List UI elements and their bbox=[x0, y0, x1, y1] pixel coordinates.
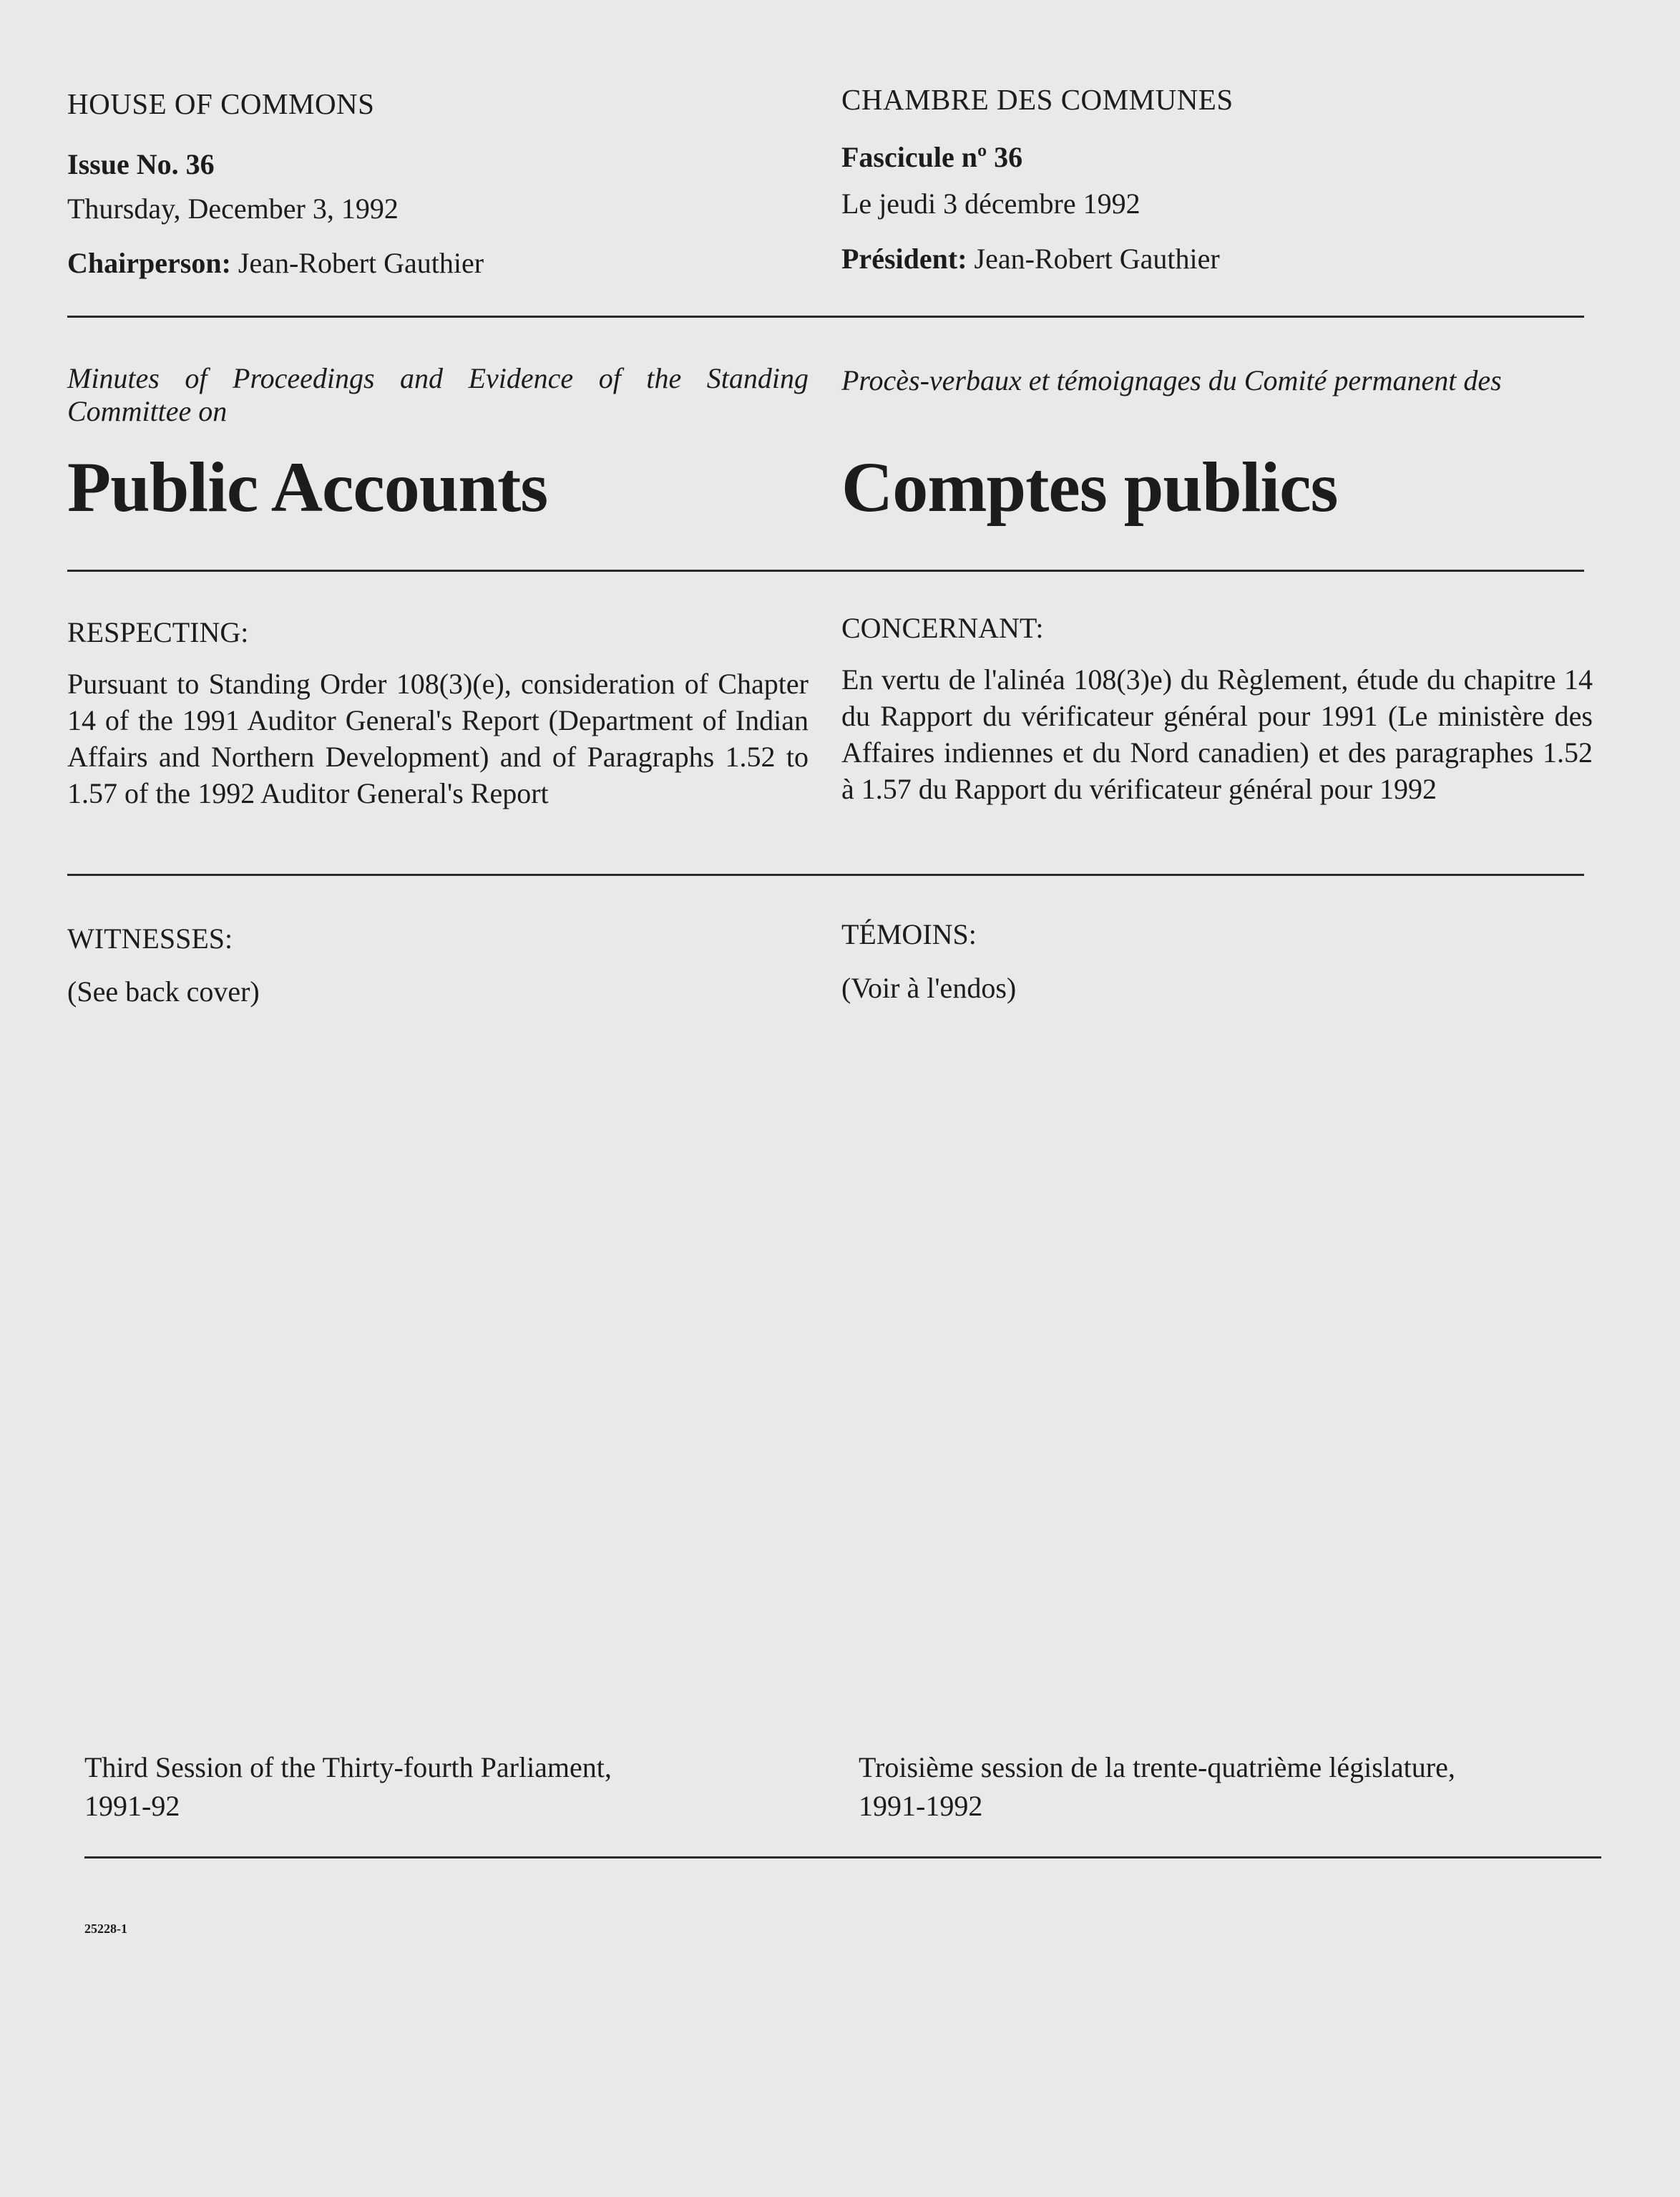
temoins-label: TÉMOINS: bbox=[841, 918, 977, 950]
concernant-text: En vertu de l'alinéa 108(3)e) du Règlement, étude du chapitre 14 du Rapport du vérificateur général pour 1991 (Le ministère des Affaires indiennes et du Nord canadien) et des paragraphes 1.52 à 1.57 du Rapport du vérificateur général pour 1992 bbox=[841, 663, 1593, 805]
chairperson bbox=[67, 245, 484, 281]
header-left: HOUSE OF COMMONS bbox=[67, 87, 375, 120]
committee-title-en: Public Accounts bbox=[67, 447, 548, 527]
divider-rule bbox=[67, 874, 1584, 876]
divider-rule bbox=[84, 1856, 1601, 1859]
session-fr-line1: Troisième session de la trente-quatrième législature, bbox=[859, 1751, 1455, 1783]
header-right: CHAMBRE DES COMMUNES bbox=[841, 83, 1234, 116]
committee-title-fr: Comptes publics bbox=[841, 447, 1338, 527]
committee-intro-fr: Procès-verbaux et témoignages du Comité permanent des bbox=[841, 364, 1502, 396]
divider-rule bbox=[67, 316, 1584, 318]
session-en-line1: Third Session of the Thirty-fourth Parliament, bbox=[84, 1751, 612, 1783]
chairperson-name: Jean-Robert Gauthier bbox=[230, 247, 484, 279]
chairperson-label: Chairperson: bbox=[67, 247, 231, 279]
session-en-line2: 1991-92 bbox=[84, 1790, 180, 1822]
temoins-text: (Voir à l'endos) bbox=[841, 972, 1017, 1004]
fascicule-number: Fascicule nº 36 bbox=[841, 141, 1023, 173]
concernant-label: CONCERNANT: bbox=[841, 612, 1044, 644]
president-name: Jean-Robert Gauthier bbox=[967, 243, 1220, 275]
session-fr-line2: 1991-1992 bbox=[859, 1790, 983, 1822]
fascicule-date: Le jeudi 3 décembre 1992 bbox=[841, 187, 1141, 220]
witnesses-text: (See back cover) bbox=[67, 975, 260, 1008]
print-code: 25228-1 bbox=[84, 1921, 127, 1936]
issue-number: Issue No. 36 bbox=[67, 148, 215, 180]
respecting-text: Pursuant to Standing Order 108(3)(e), consideration of Chapter 14 of the 1991 Auditor General's Report (Department of Indian Affairs and Northern Development) and of Paragraphs 1.52 to 1.57 of the 1992 Auditor General's Report bbox=[67, 668, 809, 809]
president-label: Président: bbox=[841, 243, 967, 275]
issue-date: Thursday, December 3, 1992 bbox=[67, 193, 399, 225]
witnesses-label: WITNESSES: bbox=[67, 922, 233, 955]
president bbox=[841, 240, 1220, 277]
divider-rule bbox=[67, 570, 1584, 572]
committee-intro-en: Minutes of Proceedings and Evidence of the Standing Committee on bbox=[67, 362, 809, 427]
respecting-label: RESPECTING: bbox=[67, 616, 249, 648]
